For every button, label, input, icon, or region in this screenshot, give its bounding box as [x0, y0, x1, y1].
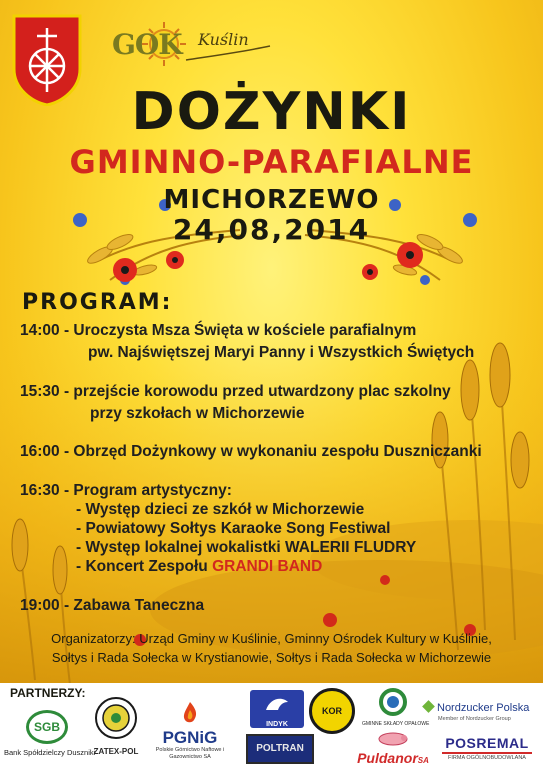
program-item-1600: 16:00 - Obrzęd Dożynkowy w wykonaniu zespołu Duszniczanki — [20, 443, 482, 460]
zatex-logo — [88, 694, 144, 764]
puldanor-logo — [352, 730, 434, 764]
program-sub-item: - Powiatowy Sołtys Karaoke Song Festiwal — [76, 520, 391, 537]
bird-icon — [262, 692, 292, 716]
organizers-line-2: Sołtys i Rada Sołecka w Krystianowie, Sołtys i Rada Sołecka w Michorzewie — [51, 650, 492, 665]
program-item-1530-detail: przy szkołach w Michorzewie — [90, 405, 305, 422]
sgb-logo-mark: SGB — [26, 710, 68, 744]
zatex-emblem-icon — [88, 694, 144, 742]
pgnig-logo — [150, 700, 230, 764]
program-sub-item: - Występ dzieci ze szkół w Michorzewie — [76, 501, 365, 518]
puldanor-suffix: SA — [417, 756, 429, 765]
program-item-1400-detail: pw. Najświętszej Maryi Panny i Wszystkich Świętych — [88, 344, 475, 361]
indyk-logo — [250, 690, 304, 728]
flame-icon — [178, 700, 202, 724]
sgb-logo — [4, 710, 96, 764]
gso-name: GMINNE SKŁADY OPAŁOWE — [362, 721, 430, 727]
kor-name: KOR — [322, 706, 342, 716]
posremal-name: POSREMAL — [445, 735, 529, 751]
gso-emblem-icon — [377, 688, 409, 716]
gso-logo — [362, 688, 430, 728]
sgb-caption: Bank Spółdzielczy Duszniki — [4, 748, 96, 757]
program-heading: PROGRAM: — [22, 290, 173, 315]
kor-logo — [309, 688, 355, 734]
event-title: DOŻYNKI — [131, 82, 412, 142]
nordzucker-logo — [424, 698, 542, 724]
pgnig-name: PGNiG — [162, 728, 218, 747]
indyk-name: INDYK — [266, 721, 288, 728]
poltran-logo: POLTRAN — [246, 734, 314, 764]
posremal-logo — [438, 736, 536, 764]
program-sub-item-concert — [76, 558, 322, 576]
leaf-icon — [422, 700, 435, 713]
concert-band: GRANDI BAND — [212, 558, 323, 575]
organizers-line-1: Organizatorzy: Urząd Gminy w Kuślinie, Gminny Ośrodek Kultury w Kuślinie, — [51, 631, 492, 646]
program-item-1630: 16:30 - Program artystyczny: — [20, 482, 232, 499]
puldanor-name — [352, 751, 434, 768]
kuslin-logo-text: Kuślin — [198, 30, 249, 49]
posremal-underline — [442, 752, 532, 754]
pgnig-caption: Polskie Górnictwo Naftowe i Gazownictwo SA — [155, 747, 225, 760]
pig-icon — [376, 730, 410, 746]
gok-logo-text: GOK — [112, 28, 182, 61]
nordzucker-caption: Member of Nordzucker Group — [438, 716, 511, 722]
nordzucker-name: Nordzucker Polska — [437, 702, 530, 714]
program-sub-item: - Występ lokalnej wokalistki WALERII FLUDRY — [76, 539, 417, 556]
program-item-1400: 14:00 - Uroczysta Msza Święta w kościele parafialnym — [20, 322, 417, 339]
concert-prefix: - Koncert Zespołu — [76, 558, 213, 575]
partners-label: PARTNERZY: — [10, 686, 86, 700]
puldanor-label: Puldanor — [357, 750, 418, 766]
event-date: 24,08,2014 — [172, 213, 371, 246]
zatex-name: ZATEX-POL — [93, 747, 139, 756]
event-place: MICHORZEWO — [163, 185, 380, 215]
program-item-1900: 19:00 - Zabawa Taneczna — [20, 597, 205, 614]
event-subtitle: GMINNO-PARAFIALNE — [69, 143, 474, 181]
posremal-caption: FIRMA OGÓLNOBUDOWLANA — [448, 755, 526, 761]
program-item-1530: 15:30 - przejście korowodu przed utwardzony plac szkolny — [20, 383, 451, 400]
